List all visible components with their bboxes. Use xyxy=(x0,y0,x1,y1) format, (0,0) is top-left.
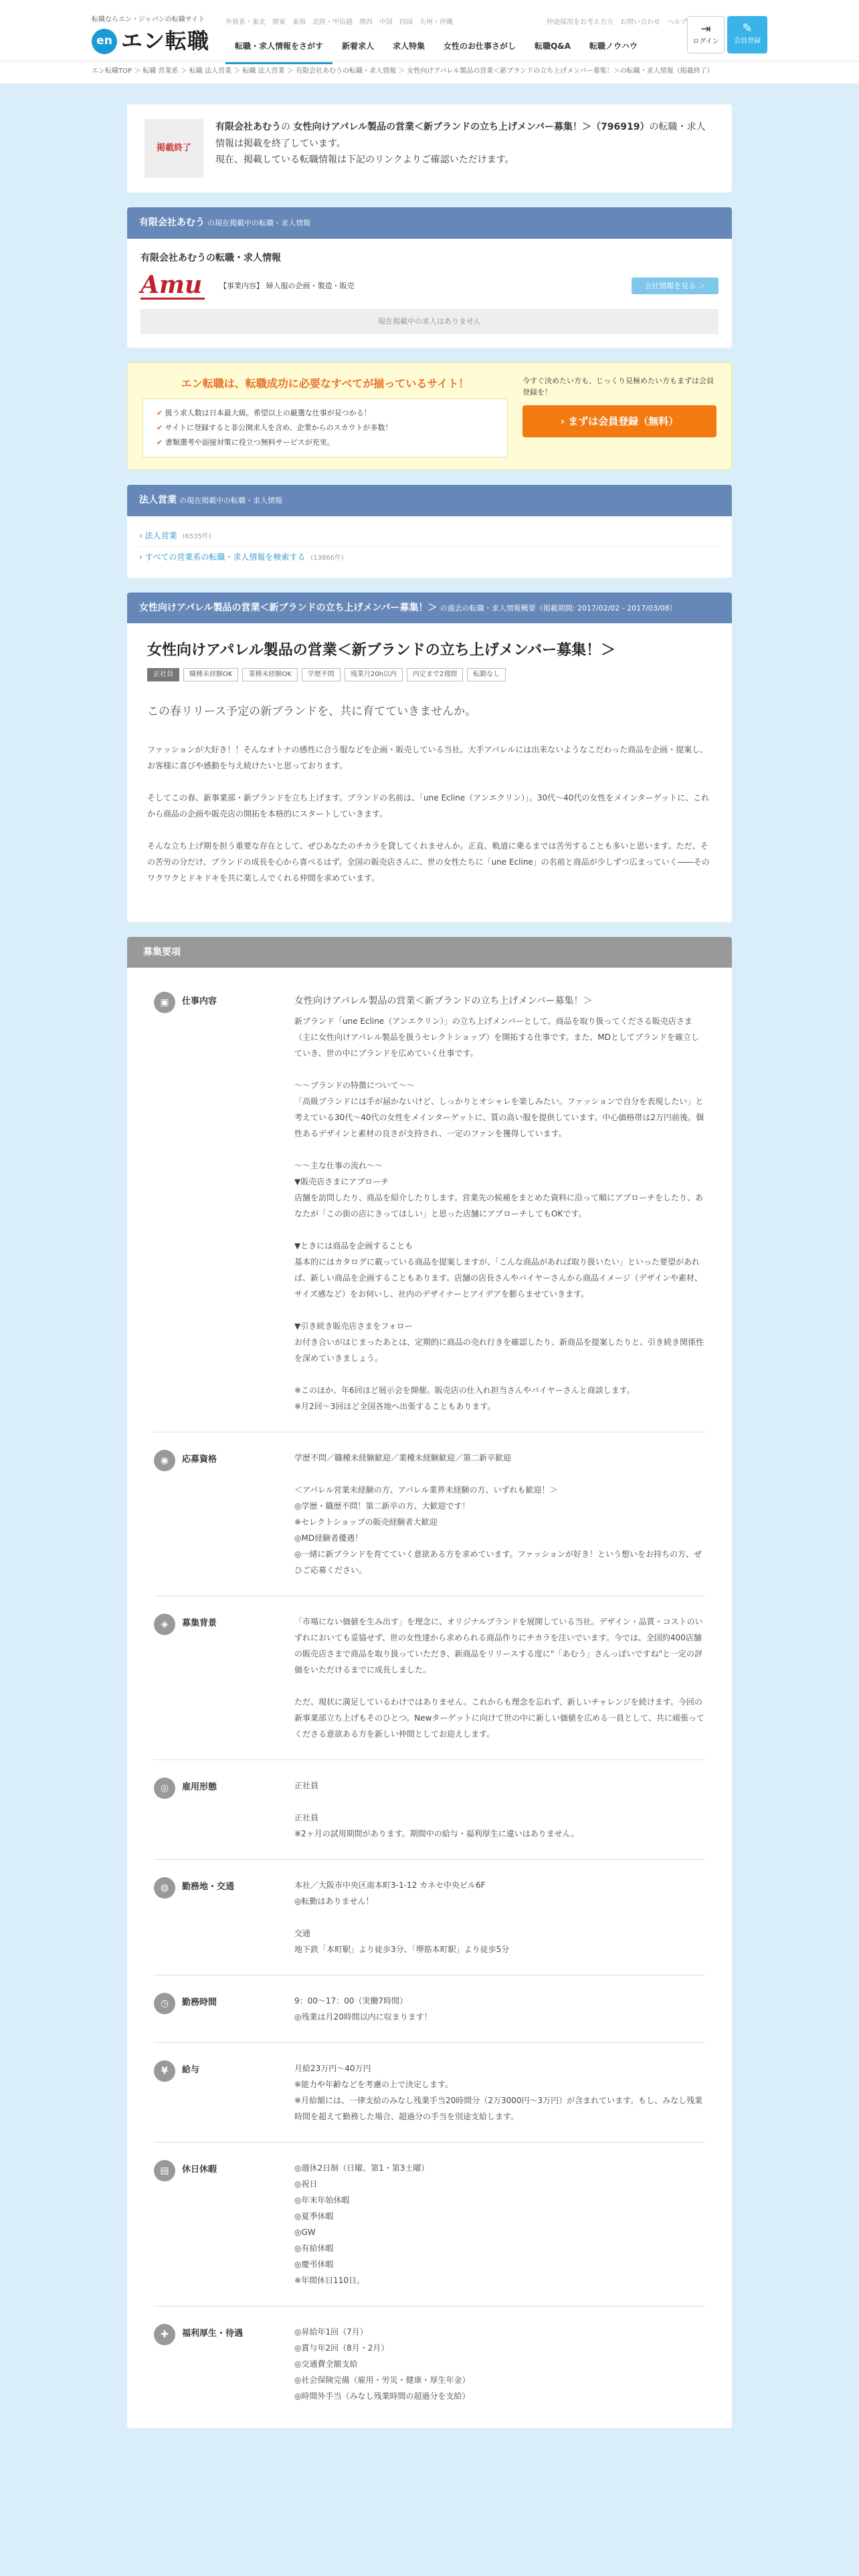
nav-search-jobs[interactable]: 転職・求人情報をさがす xyxy=(225,37,332,64)
requirement-text: 学歴不問／職種未経験歓迎／業種未経験歓迎／第二新卒歓迎 ＜アパレル営業未経験の方、アパレル業界未経験の方、いずれも歓迎！＞ ◎学歴・職歴不問！第二新卒の方、大歓迎です！ ※セレクトショップの販売経験者大歓迎 ◎MD経験者優遇！ ◎一緒に新ブランドを育てていく意欲ある方を求めています。ファッションが好き！という想いをお持ちの方、ぜひご応募ください。 xyxy=(294,1453,702,1575)
requirement-text: ◎昇給年1回（7月） ◎賞与年2回（8月・2月） ◎交通費全額支給 ◎社会保険完備（雇用・労災・健康・厚生年金） ◎時間外手当（みなし残業時間の超過分を支給） xyxy=(294,2327,470,2401)
job-paragraph: そしてこの春、新事業部・新ブランドを立ち上げます。ブランドの名前は、「une Ecline（アンエクリン）」。30代〜40代の女性をメインターゲットに、これから商品の企画や販売店の開拓を本格的にスタートしていきます。 xyxy=(147,792,710,819)
tag: 残業月20h以内 xyxy=(345,668,403,681)
list-item xyxy=(139,526,720,547)
nav-qa[interactable]: 転職Q&A xyxy=(535,41,571,51)
requirement-label xyxy=(154,1614,294,1742)
tag: 業種未経験OK xyxy=(242,668,297,681)
requirement-lead: 女性向けアパレル製品の営業＜新ブランドの立ち上げメンバー募集！＞ xyxy=(294,995,593,1006)
global-nav xyxy=(225,37,647,64)
tag: 職種未経験OK xyxy=(183,668,238,681)
login-icon: ⇥ xyxy=(700,22,711,36)
company-head-suffix: の現在掲載中の転職・求人情報 xyxy=(207,219,311,227)
ended-company: 有限会社あむう xyxy=(215,122,281,132)
requirement-value xyxy=(294,2160,705,2288)
register-promo xyxy=(127,362,732,471)
job-body xyxy=(127,623,732,922)
no-jobs-message: 現在掲載中の求人はありません xyxy=(140,309,719,334)
company-section-head xyxy=(127,207,732,239)
ended-notice xyxy=(127,104,732,193)
requirement-row xyxy=(154,2043,705,2143)
requirement-value xyxy=(294,1877,705,1957)
requirement-row xyxy=(154,1860,705,1975)
requirement-value xyxy=(294,1778,705,1842)
employment-icon: ◎ xyxy=(154,1778,175,1799)
requirement-text: ◎週休2日制（日曜、第1・第3土曜） ◎祝日 ◎年末年始休暇 ◎夏季休暇 ◎GW ◎有給休暇 ◎慶弔休暇 ※年間休日110日。 xyxy=(294,2163,430,2285)
sales-head-bold: 法人営業 xyxy=(139,495,177,506)
breadcrumb[interactable]: エン転職TOP ＞ 転職 営業系 ＞ 転職 法人営業 ＞ 転職 法人営業 ＞ 有限会社あむうの転職・求人情報 ＞ 女性向けアパレル製品の営業＜新ブランドの立ち上げメンバー募集！＞の転職・求人情報（掲載終了） xyxy=(92,68,714,75)
promo-register-button[interactable]: › まずは会員登録（無料） xyxy=(522,405,717,437)
site-logo[interactable] xyxy=(92,24,209,58)
area-links[interactable]: 外資系・東北 関東 東海 北陸・甲信越 関西 中国 四国 九州・沖縄 xyxy=(225,19,453,26)
site-tagline: 転職ならエン・ジャパンの転職サイト xyxy=(92,16,205,23)
sales-link-list xyxy=(127,516,732,577)
requirement-label xyxy=(154,1778,294,1842)
company-logo: Amu xyxy=(140,272,205,300)
location-icon: ◍ xyxy=(154,1877,175,1899)
list-item xyxy=(139,547,720,568)
requirement-label xyxy=(154,2160,294,2288)
pencil-icon: ✎ xyxy=(742,21,753,35)
job-paragraph: そんな立ち上げ期を担う重要な存在として、ぜひあなたのチカラを貸してくれませんか。正直、軌道に乗るまでは苦労することも多いと思います。ただ、その苦労の分だけ、ブランドの成長を心から喜べるはず。全国の販売店さんに、世の女性たちに「une Ecline」の名前と商品が少しずつ広まっていく――そのワクワクとドキドキを共に楽しんでくれる仲間を求めています。 xyxy=(147,841,710,883)
promo-right-text: 今すぐ決めたい方も、じっくり見極めたい方もまずは会員登録を！ xyxy=(522,376,714,397)
requirement-text: 正社員 正社員 ※2ヶ月の試用期間があります。期間中の給与・福利厚生に違いはありません。 xyxy=(294,1780,579,1838)
clock-icon: ◷ xyxy=(154,1993,175,2014)
register-button[interactable] xyxy=(727,16,767,53)
company-head-name: 有限会社あむう xyxy=(139,217,205,228)
register-label: 会員登録 xyxy=(734,37,761,45)
nav-knowhow[interactable]: 転職ノウハウ xyxy=(589,41,638,51)
job-summary xyxy=(127,593,732,922)
requirements-section xyxy=(127,937,732,2428)
sales-link[interactable]: › 法人営業 xyxy=(139,531,177,541)
requirement-value xyxy=(294,1614,705,1742)
login-button[interactable] xyxy=(687,16,725,53)
ended-company-suffix: の xyxy=(281,122,290,132)
company-name: 有限会社あむうの転職・求人情報 xyxy=(140,252,281,263)
ended-message xyxy=(215,119,714,178)
requirement-label xyxy=(154,992,294,1414)
requirement-text: 9：00〜17：00（実働7時間） ◎残業は月20時間以内に収まります！ xyxy=(294,1996,432,2022)
requirement-text: 本社／大阪市中央区南本町3-1-12 カネセ中央ビル6F ◎転勤はありません！ 交通 地下鉄「本町駅」より徒歩3分、「堺筋本町駅」より徒歩5分 xyxy=(294,1880,510,1954)
ended-job-title: 女性向けアパレル製品の営業＜新ブランドの立ち上げメンバー募集！＞（796919） xyxy=(293,122,650,132)
sales-link-count: (6535件) xyxy=(182,533,211,541)
site-header xyxy=(0,0,859,62)
requirement-row xyxy=(154,2306,705,2422)
tag: 内定まで2週間 xyxy=(407,668,463,681)
company-body xyxy=(127,239,732,348)
job-paragraph: ファッションが大好き！！そんなオトナの感性に合う服などを企画・販売している当社。大手アパレルには出来ないようなこだわった商品を企画・提案し、お客様に喜びや感動を与え続けたいと思っております。 xyxy=(147,744,708,770)
job-catchcopy: この春リリース予定の新ブランドを、共に育てていきませんか。 xyxy=(147,705,477,719)
sales-head-suffix: の現在掲載中の転職・求人情報 xyxy=(179,496,283,506)
sales-link-label: 法人営業 xyxy=(145,531,177,541)
requirement-label xyxy=(154,1877,294,1957)
requirement-row xyxy=(154,1975,705,2043)
requirement-row xyxy=(154,2143,705,2306)
ended-badge: 掲載終了 xyxy=(145,119,203,178)
requirement-row xyxy=(154,974,705,1432)
ended-after-title: の転職・求人情報は掲載を終了しています。 xyxy=(215,122,706,149)
requirement-label-text: 休日休暇 xyxy=(182,2164,217,2175)
utility-links[interactable]: 仲途採用をお考え方方 お問い合わせ ヘルプ xyxy=(547,19,687,26)
requirement-label xyxy=(154,2060,294,2125)
promo-item: ✔ サイトに登録すると非公開求人を含め、企業からのスカウトが多数！ xyxy=(157,421,494,435)
tag: 学歴不問 xyxy=(302,668,341,681)
requirement-row xyxy=(154,1760,705,1860)
promo-item: ✔ 書類選考や面接対策に役立つ無料サービスが充実。 xyxy=(157,435,494,450)
requirement-value xyxy=(294,1450,705,1578)
company-section xyxy=(127,207,732,348)
requirement-label-text: 雇用形態 xyxy=(182,1782,217,1792)
login-label: ログイン xyxy=(692,38,719,45)
nav-features[interactable]: 求人特集 xyxy=(393,41,425,51)
company-row xyxy=(140,272,719,300)
job-summary-head xyxy=(127,593,732,624)
promo-left xyxy=(142,375,508,458)
requirement-label-text: 仕事内容 xyxy=(182,996,217,1006)
promo-title: エン転職は、転職成功に必要なすべてが揃っているサイト！ xyxy=(181,377,470,390)
company-business: 【事業内容】 婦人服の企画・製造・販売 xyxy=(219,281,355,290)
requirement-label-text: 福利厚生・待遇 xyxy=(182,2328,244,2339)
requirement-label xyxy=(154,1450,294,1578)
company-info-button[interactable]: 会社情報を見る ＞ xyxy=(632,278,719,295)
nav-new-jobs[interactable]: 新着求人 xyxy=(342,41,375,51)
person-icon: ◉ xyxy=(154,1450,175,1471)
job-head-suffix: の過去の転職・求人情報概要（掲載期間: 2017/02/02 - 2017/03/08） xyxy=(440,603,677,613)
briefcase-icon: ▣ xyxy=(154,992,175,1013)
requirement-label-text: 応募資格 xyxy=(182,1454,217,1465)
requirement-label-text: 給与 xyxy=(182,2064,200,2075)
tag: 転勤なし xyxy=(467,668,506,681)
promo-list xyxy=(142,399,508,457)
requirement-text: 「市場にない価値を生み出す」を理念に、オリジナルブランドを展開している当社。デザイン・品質・コストのいずれにおいても妥協せず、世の女性達から求められる商品作りにチカラを注いでいます。今では、全国約400店舗の販売店さまで商品を取り扱っていただき、新商品をリリースする度に"「あむう」さんっぽいですね"と一定の評価をいただけるまでに成長しました。 ただ、現状に満足しているわけではありません。これからも理念を忘れず、新しいチャレンジを続けます。今回の新事業部立ち上げもそのひとつ。Newターゲットに向けて世の中に新しい価値を広める一員として、共に頑張ってくださる意欲ある方を新しい仲間としてお迎えします。 xyxy=(294,1616,704,1739)
requirement-label xyxy=(154,2324,294,2404)
job-title: 女性向けアパレル製品の営業＜新ブランドの立ち上げメンバー募集！＞ xyxy=(147,642,616,659)
requirement-value xyxy=(294,2060,705,2125)
requirement-text: 新ブランド「une Ecline（アンエクリン）」の立ち上げメンバーとして、商品を取り扱ってくださる販売店さま（主に女性向けアパレル製品を扱うセレクトショップ）を開拓する仕事です。また、MDとしてブランドを確立していき、世の中にブランドを広めていく仕事です。 〜〜ブランドの特徴について〜〜 「高級ブランドには手が届かないけど、しっかりとオシャレを楽しみたい。ファッションで自分を表現したい」と考えている30代〜40代の女性をメインターゲットに、質の高い服を提供しています。中心価格帯は2万円前後。個性あるデザインと素材の良さが支持され、一定のファンを獲得しています。 〜〜主な仕事の流れ〜〜 ▼販売店さまにアプローチ 店舗を訪問したり、商品を紹介したりします。営業先の候補をまとめた資料に沿って順にアプローチをしたり、あなたが「この街の店にきってほしい」と思った店舗にアプローチしてもOKです。 ▼ときには商品を企画することも 基本的にはカタログに載っている商品を提案しますが、「こんな商品があれば取り扱いたい」といった要望があれば、新しい商品を企画することもあります。店舗の店長さんやバイヤーさんから商品イメージ（デザインや素材、サイズ感など）をお伺いし、社内のデザイナーとアイデアを膨らませていきます。 ▼引き続き販売店さまをフォロー お付き合いがはじまったあとは、定期的に商品の売れ行きを確認したり、新商品を提案したりと、引き続き関係性を深めていきましょう。 ※このほか、年6回ほど展示会を開催。販売店の仕入れ担当さんやバイヤーさんと商談します。 ※月2回〜3回ほど全国各地へ出張することもあります。 xyxy=(294,1016,704,1411)
requirement-label-text: 勤務時間 xyxy=(182,1997,217,2008)
all-sales-link[interactable]: › すべての営業系の転職・求人情報を検索する xyxy=(139,552,306,562)
promo-right xyxy=(522,375,717,458)
main-content xyxy=(127,104,732,2428)
logo-text: エン転職 xyxy=(121,28,210,53)
job-head-bold: 女性向けアパレル製品の営業＜新ブランドの立ち上げメンバー募集！＞ xyxy=(139,602,438,613)
sales-section xyxy=(127,485,732,577)
tag-employment: 正社員 xyxy=(147,668,179,681)
requirement-value xyxy=(294,992,705,1414)
requirement-row xyxy=(154,1432,705,1596)
requirements-body xyxy=(127,968,732,2428)
requirement-label xyxy=(154,1993,294,2025)
nav-women-jobs[interactable]: 女性のお仕事さがし xyxy=(444,41,516,51)
requirement-text: 月給23万円〜40万円 ※能力や年齢などを考慮の上で決定します。 ※月給額には、一律支給のみなし残業手当20時間分（2万3000円〜3万円）が含まれています。もし、みなし残業時間を超えて勤務した場合、超過分の手当を別途支給します。 xyxy=(294,2063,703,2121)
requirement-value xyxy=(294,1993,705,2025)
sales-section-head xyxy=(127,485,732,516)
logo-mark: en xyxy=(92,29,117,54)
requirement-label-text: 募集背景 xyxy=(182,1618,217,1628)
all-sales-link-label: すべての営業系の転職・求人情報を検索する xyxy=(145,552,306,562)
job-tags xyxy=(147,668,712,681)
requirement-row xyxy=(154,1596,705,1760)
requirement-label-text: 勤務地・交通 xyxy=(182,1881,235,1892)
requirements-head: 募集要項 xyxy=(127,937,732,968)
all-sales-link-count: (13866件) xyxy=(310,554,344,562)
requirement-value xyxy=(294,2324,705,2404)
gift-icon: ✚ xyxy=(154,2324,175,2345)
breadcrumb-bar xyxy=(0,62,859,84)
yen-icon: ¥ xyxy=(154,2060,175,2082)
calendar-icon: ▤ xyxy=(154,2160,175,2181)
flag-icon: ◈ xyxy=(154,1614,175,1635)
ended-line2: 現在、掲載している転職情報は下記のリンクよりご確認いただけます。 xyxy=(215,154,514,165)
promo-item: ✔ 扱う求人数は日本最大級。希望以上の厳選な仕事が見つかる！ xyxy=(157,406,494,421)
